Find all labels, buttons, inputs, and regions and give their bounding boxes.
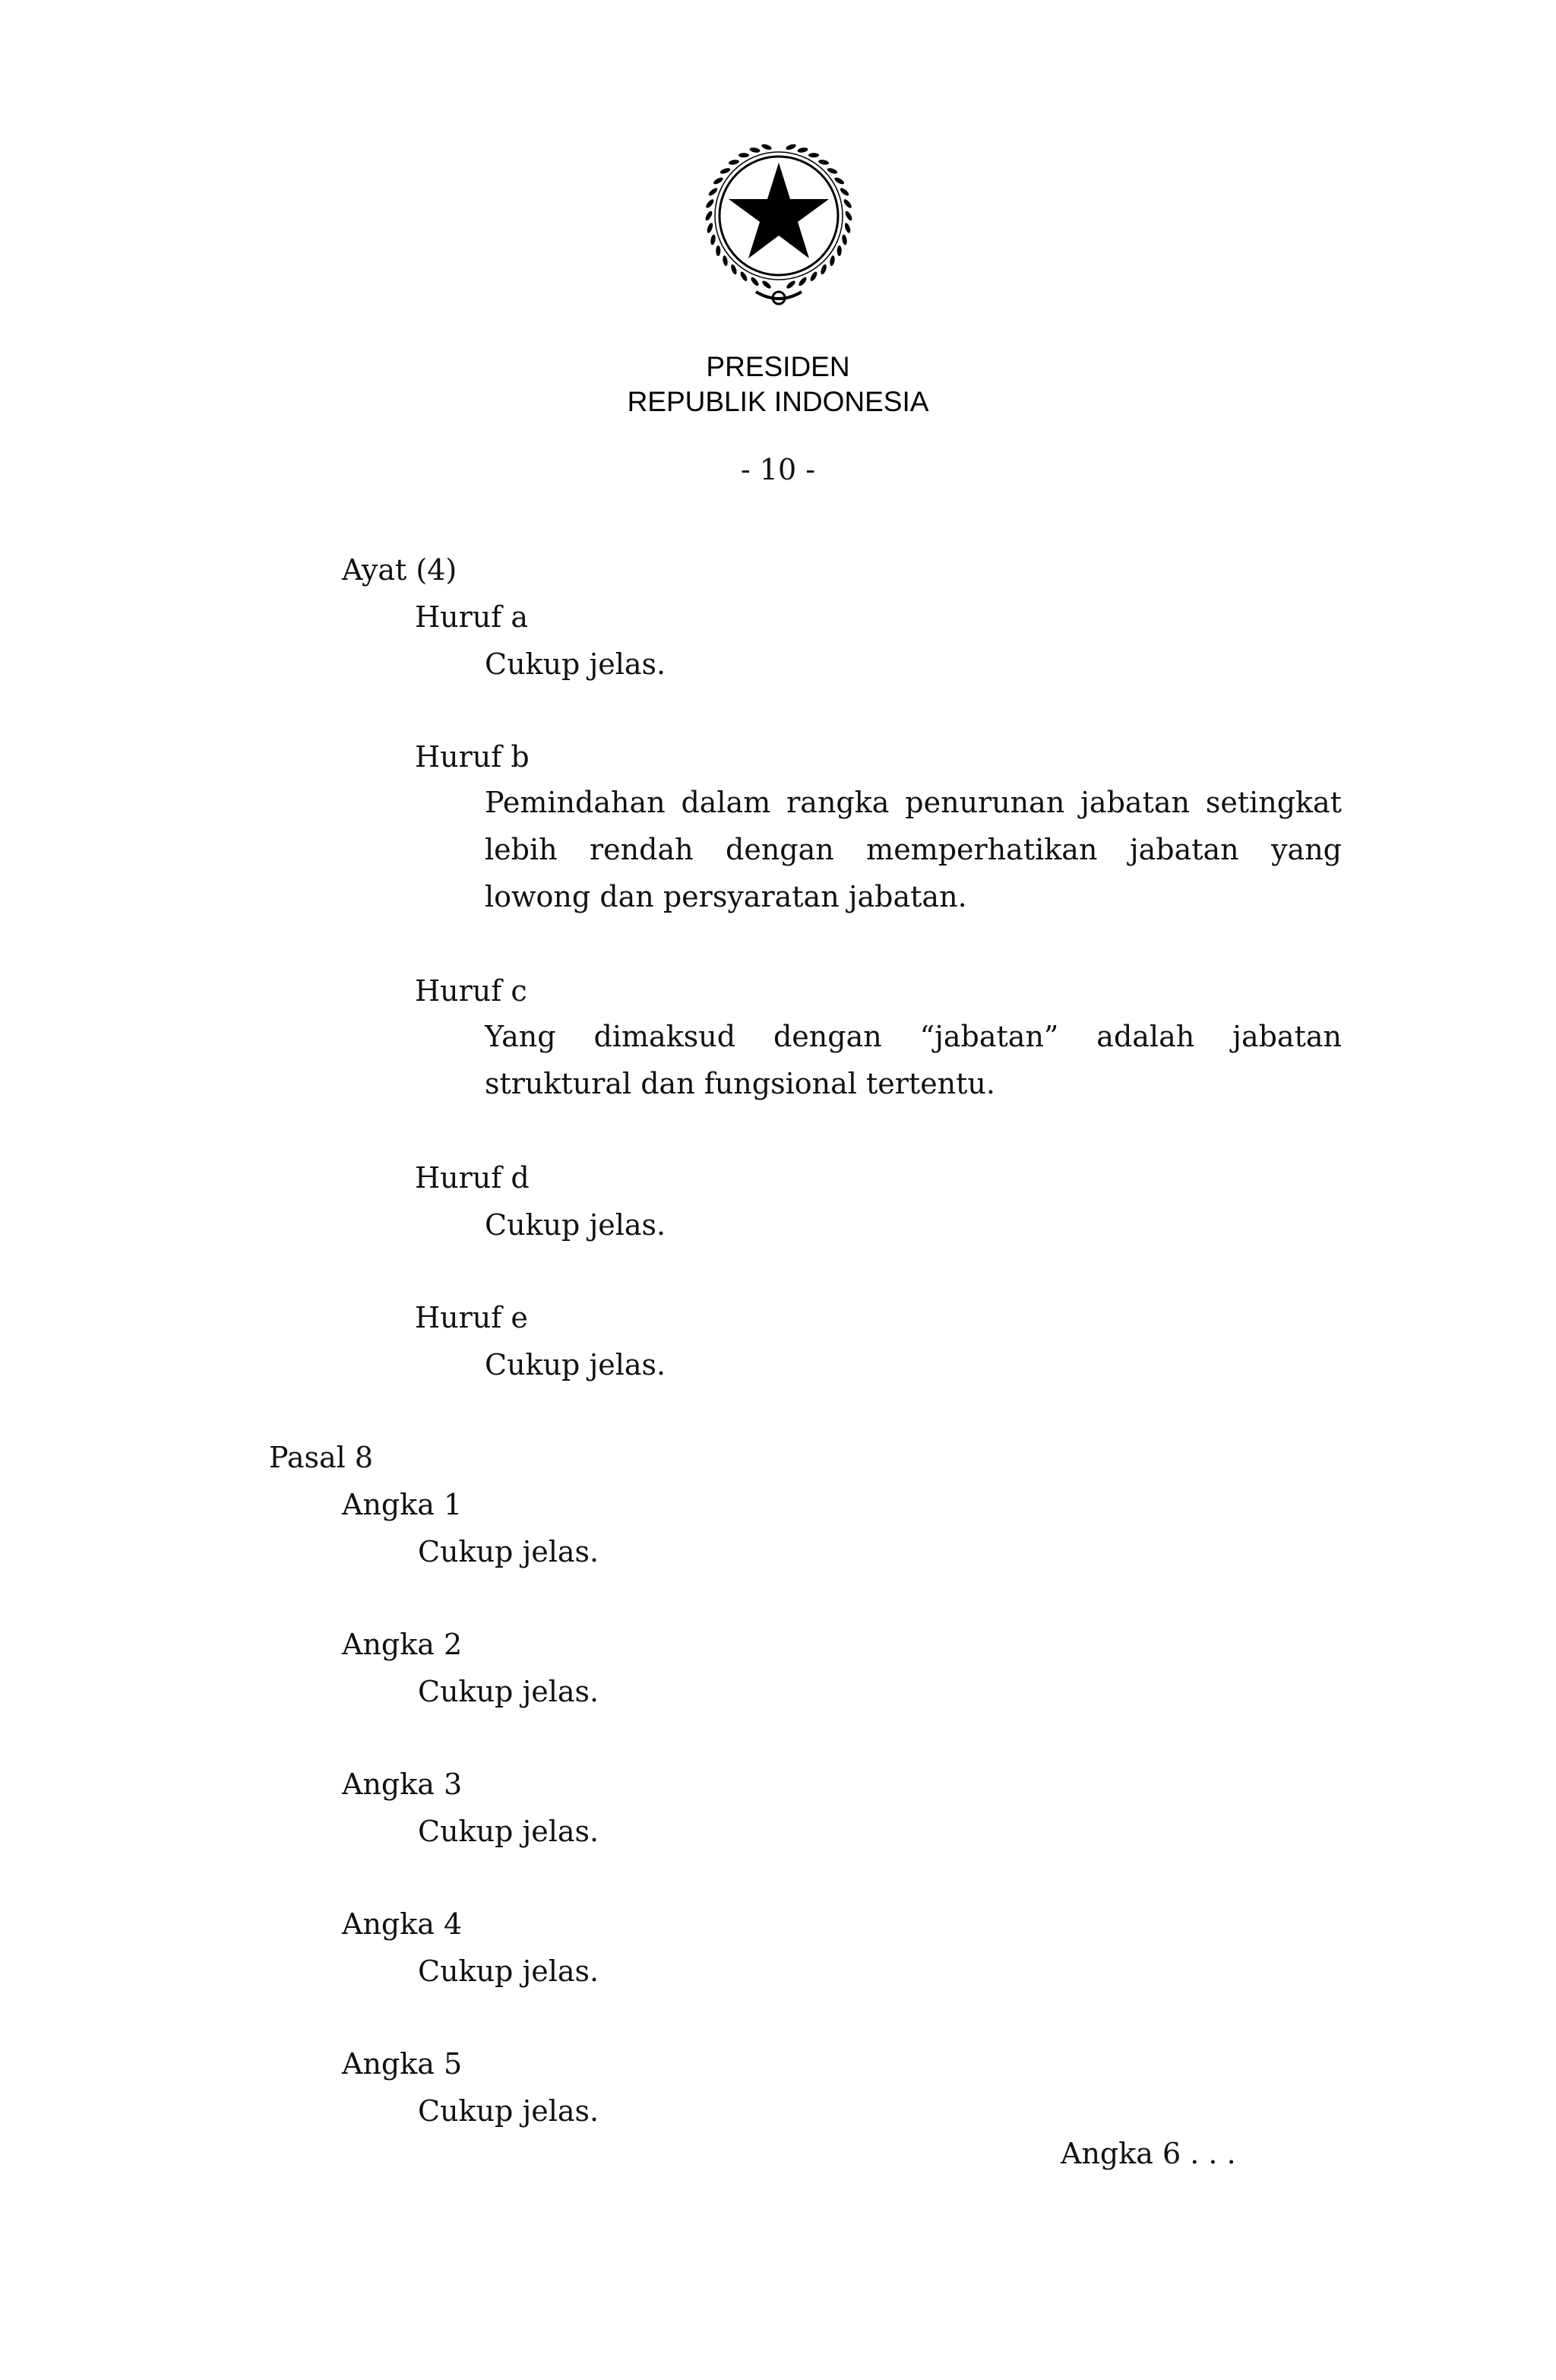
wreath-leaf-icon	[713, 176, 724, 185]
wreath-leaf-icon	[704, 210, 713, 221]
angka-3-text: Cukup jelas.	[418, 1815, 599, 1848]
huruf-c-line-2: struktural dan fungsional tertentu.	[485, 1067, 995, 1100]
wreath-leaf-icon	[706, 222, 713, 233]
angka-5-label: Angka 5	[342, 2047, 463, 2081]
wreath-leaf-icon	[785, 143, 796, 150]
wreath-leaf-icon	[827, 167, 838, 175]
angka-5-text: Cukup jelas.	[418, 2094, 599, 2128]
angka-1-text: Cukup jelas.	[418, 1535, 599, 1568]
header-title-republik: REPUBLIK INDONESIA	[627, 386, 929, 417]
wreath-leaf-icon	[761, 280, 773, 290]
wreath-leaf-icon	[739, 271, 748, 282]
header-title-presiden: PRESIDEN	[706, 351, 850, 382]
huruf-e-text: Cukup jelas.	[485, 1348, 666, 1381]
wreath-leaf-icon	[841, 234, 847, 245]
huruf-e-label: Huruf e	[415, 1301, 528, 1334]
huruf-b-paragraph	[485, 779, 1342, 920]
wreath-leaf-icon	[808, 153, 819, 157]
huruf-a-text: Cukup jelas.	[485, 647, 666, 681]
angka-3-label: Angka 3	[342, 1768, 463, 1801]
wreath-leaf-icon	[797, 147, 808, 153]
huruf-b-line-3: lowong dan persyaratan jabatan.	[485, 880, 967, 913]
wreath-leaf-icon	[818, 159, 830, 165]
wreath-leaf-icon	[750, 276, 761, 287]
angka-2-text: Cukup jelas.	[418, 1675, 599, 1708]
angka-4-text: Cukup jelas.	[418, 1954, 599, 1988]
huruf-a-label: Huruf a	[415, 600, 529, 634]
wreath-leaf-icon	[719, 167, 731, 175]
huruf-d-label: Huruf d	[415, 1161, 530, 1195]
wreath-leaf-icon	[844, 210, 853, 221]
wreath-leaf-icon	[710, 234, 716, 245]
wreath-leaf-icon	[829, 255, 835, 267]
wreath-leaf-icon	[843, 222, 851, 233]
huruf-b-line-2: lebih rendah dengan memperhatikan jabatan yang	[485, 833, 1342, 866]
page-number: - 10 -	[740, 453, 816, 486]
wreath-leaf-icon	[722, 255, 728, 267]
wreath-leaf-icon	[716, 245, 720, 256]
wreath-leaf-icon	[705, 198, 716, 210]
wreath-leaf-icon	[798, 276, 808, 287]
angka-2-label: Angka 2	[342, 1628, 463, 1661]
presidential-emblem-icon	[686, 126, 871, 315]
angka-1-label: Angka 1	[342, 1488, 463, 1521]
wreath-leaf-icon	[809, 271, 818, 282]
huruf-c-line-1: Yang dimaksud dengan “jabatan” adalah jabatan	[485, 1020, 1342, 1053]
continuation-marker: Angka 6 . . .	[1061, 2137, 1236, 2170]
huruf-c-label: Huruf c	[415, 974, 527, 1008]
wreath-leaf-icon	[843, 198, 853, 210]
wreath-leaf-icon	[728, 159, 739, 165]
wreath-leaf-icon	[707, 187, 719, 198]
wreath-leaf-icon	[837, 245, 842, 256]
wreath-leaf-icon	[833, 176, 845, 185]
wreath-leaf-icon	[820, 264, 827, 275]
huruf-b-line-1: Pemindahan dalam rangka penurunan jabatan setingkat	[485, 786, 1342, 819]
wreath-leaf-icon	[786, 280, 797, 290]
ayat-label: Ayat (4)	[342, 553, 457, 587]
angka-4-label: Angka 4	[342, 1907, 463, 1941]
wreath-leaf-icon	[730, 264, 738, 275]
pasal-8-label: Pasal 8	[269, 1441, 374, 1474]
wreath-leaf-icon	[839, 187, 850, 198]
wreath-leaf-icon	[749, 147, 761, 153]
huruf-b-label: Huruf b	[415, 740, 530, 774]
huruf-d-text: Cukup jelas.	[485, 1208, 666, 1242]
huruf-c-paragraph	[485, 1013, 1342, 1107]
wreath-leaf-icon	[738, 153, 749, 157]
wreath-leaf-icon	[761, 143, 772, 150]
